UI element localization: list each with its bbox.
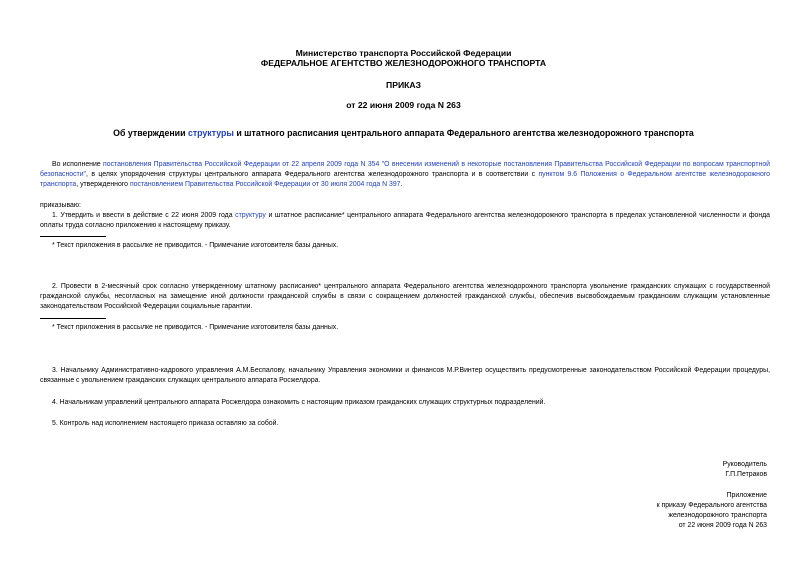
item-2-paragraph: 2. Провести в 2-месячный срок согласно утвержденному штатному расписанию* центрального аппарата Федерального агентства железнодорожного транспорта увольнение гражданских служащих с государственной гражданской службы, несогласных на замещение иной должности гражданской службы в связи с сокращением должностей гражданской службы, обеспечив высвобождаемым гражданским служащим установленные законодательством Российской Федерации социальные гарантии. bbox=[40, 283, 770, 310]
doc-date-number: от 22 июня 2009 года N 263 bbox=[346, 100, 461, 110]
signature-block bbox=[723, 460, 767, 480]
preamble-text-2: , в целях упорядочения структуры центрального аппарата Федерального агентства железнодорожного транспорта и в соответствии с bbox=[86, 171, 539, 178]
agency-heading: ФЕДЕРАЛЬНОЕ АГЕНТСТВО ЖЕЛЕЗНОДОРОЖНОГО ТРАНСПОРТА bbox=[260, 58, 547, 68]
signature-role: Руководитель bbox=[722, 461, 767, 468]
item-4-paragraph: 4. Начальникам управлений центрального аппарата Росжелдора ознакомить с настоящим приказом гражданских служащих структурных подразделений. bbox=[52, 399, 546, 406]
title-text-1: Об утверждении bbox=[113, 128, 188, 138]
preamble-text-3: , утвержденного bbox=[76, 181, 130, 188]
appendix-block bbox=[657, 491, 767, 531]
signature-name: Г.П.Петраков bbox=[725, 471, 767, 478]
item-1-structure-link[interactable]: структуру bbox=[235, 212, 266, 219]
footnote-1: * Текст приложения в рассылке не приводится. - Примечание изготовителя базы данных. bbox=[52, 242, 339, 249]
footnote-2: * Текст приложения в рассылке не приводится. - Примечание изготовителя базы данных. bbox=[52, 324, 339, 331]
appendix-line-2: к приказу Федерального агентства bbox=[656, 502, 767, 509]
item-5-paragraph: 5. Контроль над исполнением настоящего приказа оставляю за собой. bbox=[52, 420, 279, 427]
item-1-text-1: 1. Утвердить и ввести в действие с 22 июня 2009 года bbox=[52, 212, 236, 219]
ministry-heading: Министерство транспорта Российской Федерации bbox=[295, 48, 512, 58]
doc-type-heading: ПРИКАЗ bbox=[386, 80, 421, 90]
item-1-text-2: и штатное расписание* центрального аппарата Федерального агентства железнодорожного транспорта в пределах установленной численности и фонда оплаты труда согласно приложению к настоящему приказу. bbox=[40, 212, 770, 229]
appendix-line-1: Приложение bbox=[726, 492, 767, 499]
appendix-line-3: железнодорожного транспорта bbox=[668, 512, 767, 519]
decree-354-link[interactable]: постановления Правительства Российской Федерации от 22 апреля 2009 года N 354 "О внесении изменений в некоторые постановления Правительства Российской Федерации по вопросам транспортной безопасности" bbox=[40, 161, 770, 178]
decree-397-link[interactable]: постановлением Правительства Российской Федерации от 30 июля 2004 года N 397 bbox=[129, 181, 401, 188]
item-1-paragraph bbox=[40, 211, 770, 231]
preamble-paragraph bbox=[40, 160, 770, 190]
appendix-line-4: от 22 июня 2009 года N 263 bbox=[678, 522, 767, 529]
regulation-clause-link[interactable]: пунктом 9.6 Положения о Федеральном агентстве железнодорожного транспорта bbox=[40, 171, 770, 188]
footnote-divider-2 bbox=[40, 318, 106, 319]
preamble-text-4: . bbox=[400, 181, 403, 188]
title-text-2: и штатного расписания центрального аппарата Федерального агентства железнодорожного транспорта bbox=[233, 128, 694, 138]
preamble-text-1: Во исполнение bbox=[52, 161, 104, 168]
document-title bbox=[0, 128, 807, 138]
footnote-divider-1 bbox=[40, 236, 106, 237]
order-word: приказываю: bbox=[40, 202, 81, 209]
title-structure-link[interactable]: структуры bbox=[187, 128, 234, 138]
item-3-paragraph: 3. Начальнику Административно-кадрового управления А.М.Беспалову, начальнику Управления экономики и финансов М.Р.Винтер осуществить предусмотренные законодательством Российской Федерации процедуры, связанные с увольнением гражданских служащих центрального аппарата Росжелдора. bbox=[40, 367, 770, 384]
